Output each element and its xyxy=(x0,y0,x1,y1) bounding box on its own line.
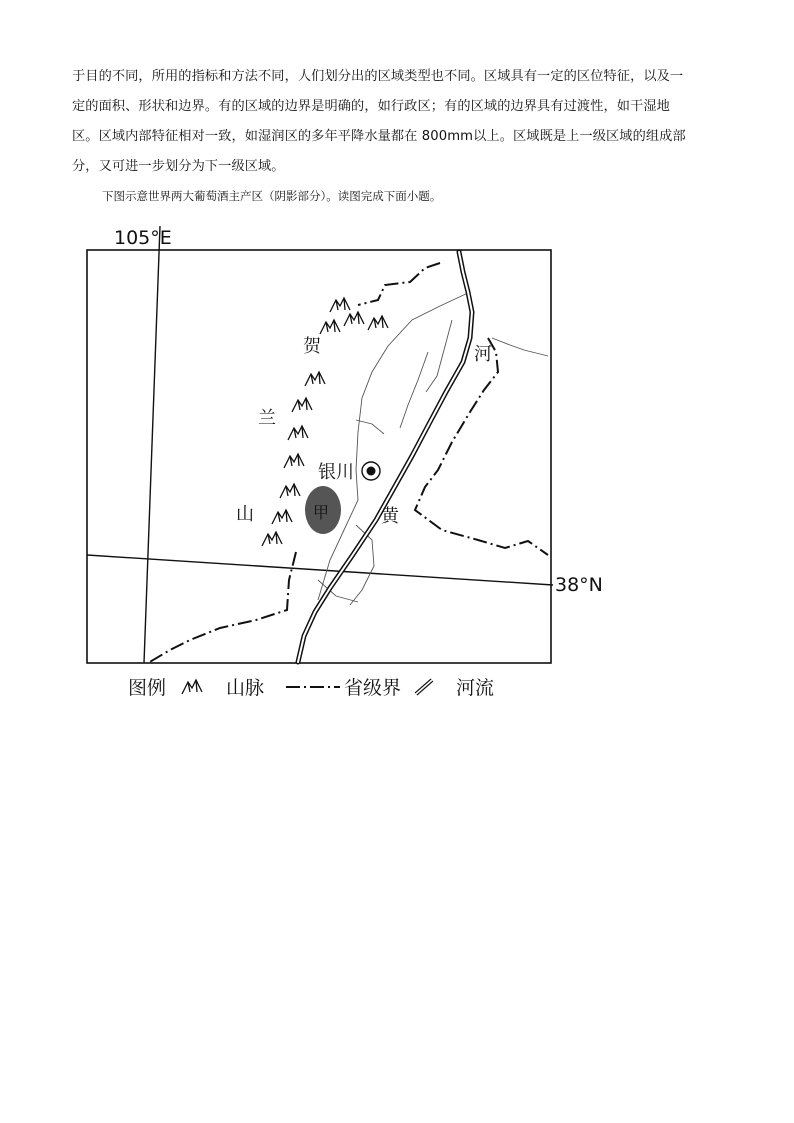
mountain-char-3: 山 xyxy=(236,504,254,525)
paragraph-line-4: 分，又可进一步划分为下一级区域。 xyxy=(72,159,285,174)
legend-river-label: 河流 xyxy=(456,677,495,699)
yellow-river xyxy=(298,252,472,662)
legend-boundary-label: 省级界 xyxy=(344,677,402,699)
legend-title: 图例 xyxy=(128,677,167,699)
city-label: 银川 xyxy=(318,462,354,483)
city-dot xyxy=(367,467,376,476)
longitude-line xyxy=(144,226,160,663)
latitude-line xyxy=(87,555,553,585)
paragraph-line-2: 定的面积、形状和边界。有的区域的边界是明确的，如行政区；有的区域的边界具有过渡性，如干湿地 xyxy=(72,99,670,114)
river-char-2: 河 xyxy=(474,344,492,365)
mountain-char-1: 贺 xyxy=(303,336,321,357)
legend-mountain-icon xyxy=(182,680,202,694)
region-label: 甲 xyxy=(313,503,330,522)
legend-mountain-label: 山脉 xyxy=(226,677,265,699)
longitude-label: 105°E xyxy=(114,227,172,249)
map-legend xyxy=(128,677,494,699)
legend-river-icon xyxy=(416,680,432,694)
river-char-1: 黄 xyxy=(381,506,399,527)
paragraph-line-3: 区。区域内部特征相对一致，如湿润区的多年平降水量都在 800mm以上。区域既是上一级区域的组成部 xyxy=(72,129,686,144)
question-intro: 下图示意世界两大葡萄酒主产区（阴影部分）。读图完成下面小题。 xyxy=(102,189,442,203)
latitude-label: 38°N xyxy=(555,574,603,596)
paragraph-line-1: 于目的不同，所用的指标和方法不同，人们划分出的区域类型也不同。区域具有一定的区位特征，以及一 xyxy=(72,69,684,84)
mountain-char-2: 兰 xyxy=(258,408,276,429)
